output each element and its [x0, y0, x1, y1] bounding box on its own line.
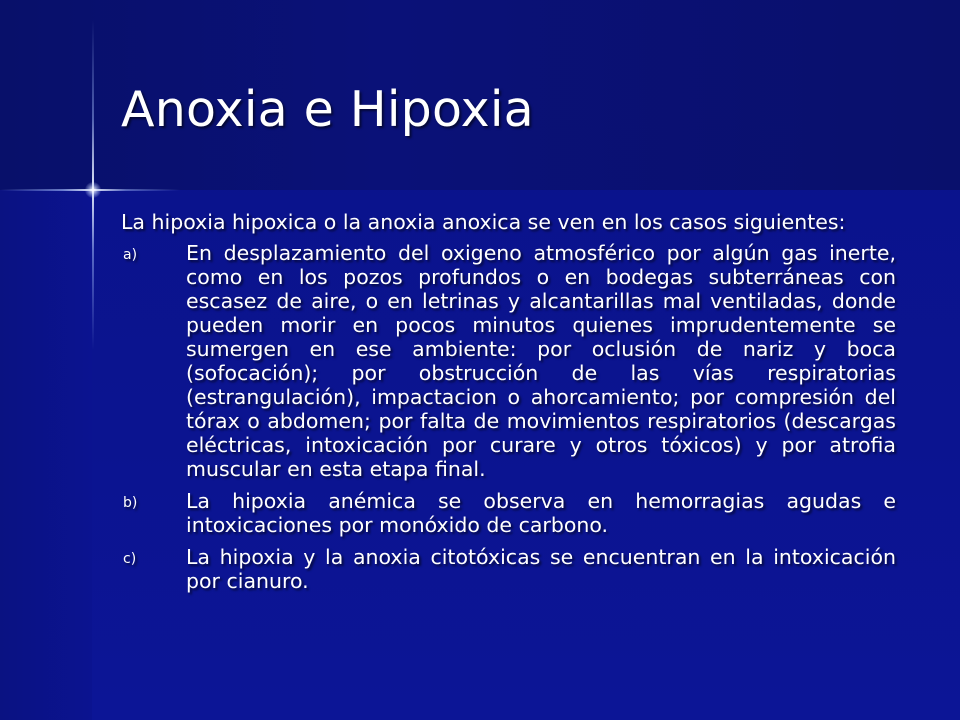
sparkle-icon: [85, 182, 101, 198]
intro-paragraph: La hipoxia hipoxica o la anoxia anoxica se ven en los casos siguientes:: [121, 210, 846, 234]
item-list: [121, 241, 896, 593]
slide-title: Anoxia e Hipoxia: [121, 81, 534, 138]
slide-body: [121, 210, 896, 601]
item-text: La hipoxia anémica se observa en hemorragias agudas e intoxicaciones por monóxido de carbono.: [186, 489, 896, 537]
left-band: [0, 190, 92, 720]
item-marker: b): [123, 495, 138, 511]
item-text: La hipoxia y la anoxia citotóxicas se encuentran en la intoxicación por cianuro.: [186, 545, 896, 593]
item-marker: a): [123, 247, 138, 263]
list-item: [121, 241, 896, 481]
list-item: [121, 489, 896, 537]
item-text: En desplazamiento del oxigeno atmosférico por algún gas inerte, como en los pozos profundos o en bodegas subterráneas con escasez de aire, o en letrinas y alcantarillas mal ventiladas, donde pueden morir en pocos minutos quienes imprudentemente se sumergen en ese ambiente: por oclusión de nariz y boca (sofocación); por obstrucción de las vías respiratorias (estrangulación), impactacion o ahorcamiento; por compresión del tórax o abdomen; por falta de movimientos respiratorios (descargas eléctricas, intoxicación por curare y otros tóxicos) y por atrofia muscular en esta etapa final.: [186, 241, 896, 481]
item-marker: c): [123, 551, 137, 567]
list-item: [121, 545, 896, 593]
